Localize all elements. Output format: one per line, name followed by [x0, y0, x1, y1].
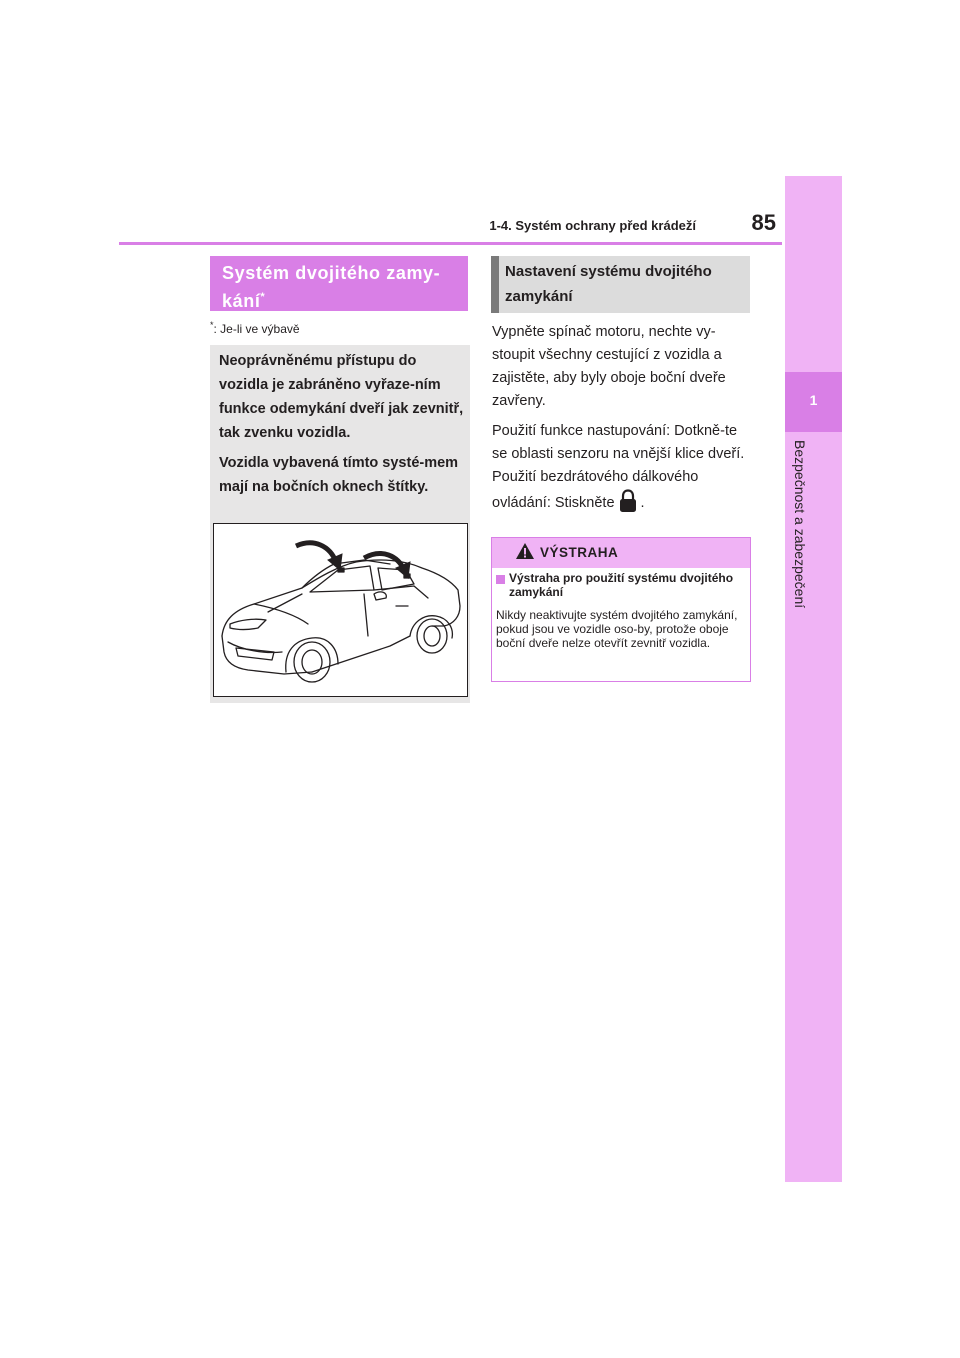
chapter-side-tab: [785, 176, 842, 1182]
left-heading: Systém dvojitého zamy-kání*: [222, 263, 441, 311]
warning-subheading: Výstraha pro použití systému dvojitého zamykání: [509, 571, 734, 599]
warning-body: Nikdy neaktivujte systém dvojitého zamykání, pokud jsou ve vozidle oso-by, protože oboje boční dveře nelze otevřít zevnitř vozidla.: [496, 608, 738, 650]
footnote: *: Je-li ve výbavě: [210, 320, 300, 336]
right-heading-bar: [491, 256, 499, 313]
info-text: [219, 349, 464, 505]
chapter-number: 1: [809, 392, 818, 408]
car-illustration: [213, 523, 468, 697]
body-paragraph-2: Použití funkce nastupování: Dotkně-te se oblasti senzoru na vnější klice dveří.: [492, 423, 745, 462]
warning-triangle-icon: [515, 542, 535, 565]
page-number: 85: [751, 210, 776, 235]
car-with-window-labels-image: [214, 524, 467, 696]
info-paragraph-2: Vozidla vybavená tímto systé-mem mají na bočních oknech štítky.: [219, 455, 459, 495]
bullet-square-icon: [496, 575, 505, 584]
right-body: [492, 321, 754, 528]
warning-title: VÝSTRAHA: [540, 545, 619, 560]
body-paragraph-3: Použití bezdrátového dálkového ovládání: Stiskněte .: [492, 466, 754, 521]
chapter-label: Bezpečnost a zabezpečení: [792, 440, 808, 609]
info-paragraph-1: Neoprávněnému přístupu do vozidla je zabráněno vyřaze-ním funkce odemykání dveří jak zevnitř, tak zvenku vozidla.: [219, 353, 464, 441]
section-title: 1-4. Systém ochrany před krádeží: [489, 218, 696, 233]
right-heading: Nastavení systému dvojitého zamykání: [505, 263, 712, 305]
header-rule: [119, 242, 782, 245]
body-paragraph-1: Vypněte spínač motoru, nechte vy-stoupit všechny cestující z vozidla a zajistěte, aby byly oboje boční dveře zavřeny.: [492, 324, 726, 409]
lock-icon: [619, 489, 637, 521]
